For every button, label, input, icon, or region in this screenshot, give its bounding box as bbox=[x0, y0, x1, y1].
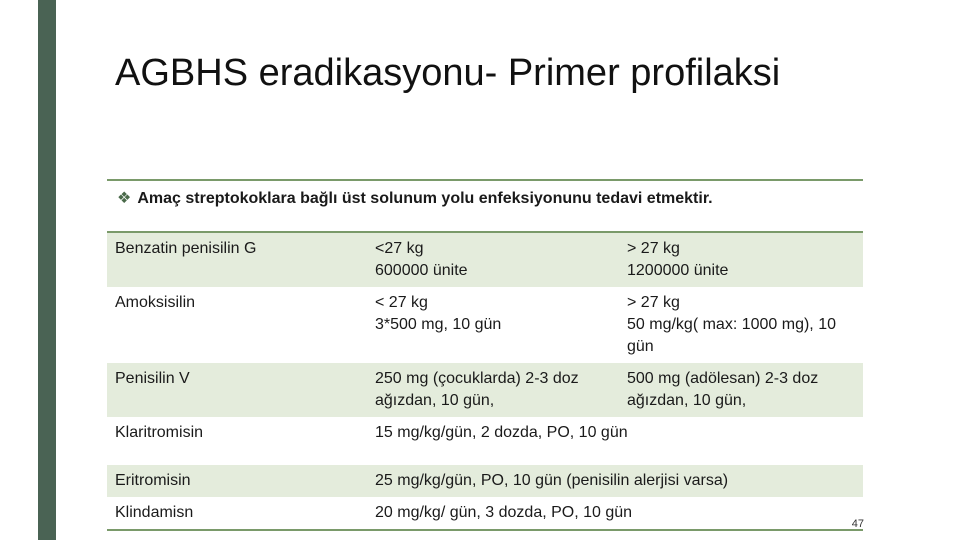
dose-cell: 15 mg/kg/gün, 2 dozda, PO, 10 gün bbox=[359, 417, 863, 465]
drug-name: Klindamisn bbox=[107, 497, 359, 530]
table-header-row bbox=[107, 180, 863, 232]
table-row bbox=[107, 287, 863, 363]
dose-cell bbox=[359, 232, 611, 287]
diamond-bullet-icon: ❖ bbox=[117, 190, 132, 207]
dose-line: 600000 ünite bbox=[375, 262, 468, 279]
table-row bbox=[107, 417, 863, 465]
drug-name: Klaritromisin bbox=[107, 417, 359, 465]
drug-name: Penisilin V bbox=[107, 363, 359, 417]
dose-line: 1200000 ünite bbox=[627, 262, 729, 279]
table-row bbox=[107, 232, 863, 287]
table-row bbox=[107, 363, 863, 417]
page-number: 47 bbox=[851, 518, 864, 530]
table-row bbox=[107, 465, 863, 497]
dose-cell: 250 mg (çocuklarda) 2-3 doz ağızdan, 10 gün, bbox=[359, 363, 611, 417]
dose-cell: 20 mg/kg/ gün, 3 dozda, PO, 10 gün bbox=[359, 497, 863, 530]
dose-line: > 27 kg bbox=[627, 294, 680, 311]
drug-name: Amoksisilin bbox=[107, 287, 359, 363]
dose-line: > 27 kg bbox=[627, 240, 680, 257]
dose-cell bbox=[611, 232, 863, 287]
dosage-table bbox=[107, 179, 863, 531]
drug-name: Eritromisin bbox=[107, 465, 359, 497]
dose-line: < 27 kg bbox=[375, 294, 428, 311]
dose-cell: 500 mg (adölesan) 2-3 doz ağızdan, 10 gün, bbox=[611, 363, 863, 417]
table-header-cell bbox=[107, 180, 863, 232]
dose-cell: 25 mg/kg/gün, PO, 10 gün (penisilin alerjisi varsa) bbox=[359, 465, 863, 497]
dose-line: <27 kg bbox=[375, 240, 424, 257]
dose-cell bbox=[359, 287, 611, 363]
table-row bbox=[107, 497, 863, 530]
dose-line: 3*500 mg, 10 gün bbox=[375, 316, 502, 333]
dose-cell bbox=[611, 287, 863, 363]
dose-line: 50 mg/kg( max: 1000 mg), 10 gün bbox=[627, 316, 836, 355]
drug-name: Benzatin penisilin G bbox=[107, 232, 359, 287]
table-header-text: Amaç streptokoklara bağlı üst solunum yolu enfeksiyonunu tedavi etmektir. bbox=[137, 190, 713, 207]
slide-title: AGBHS eradikasyonu- Primer profilaksi bbox=[115, 52, 781, 94]
side-accent-bar bbox=[38, 0, 56, 540]
